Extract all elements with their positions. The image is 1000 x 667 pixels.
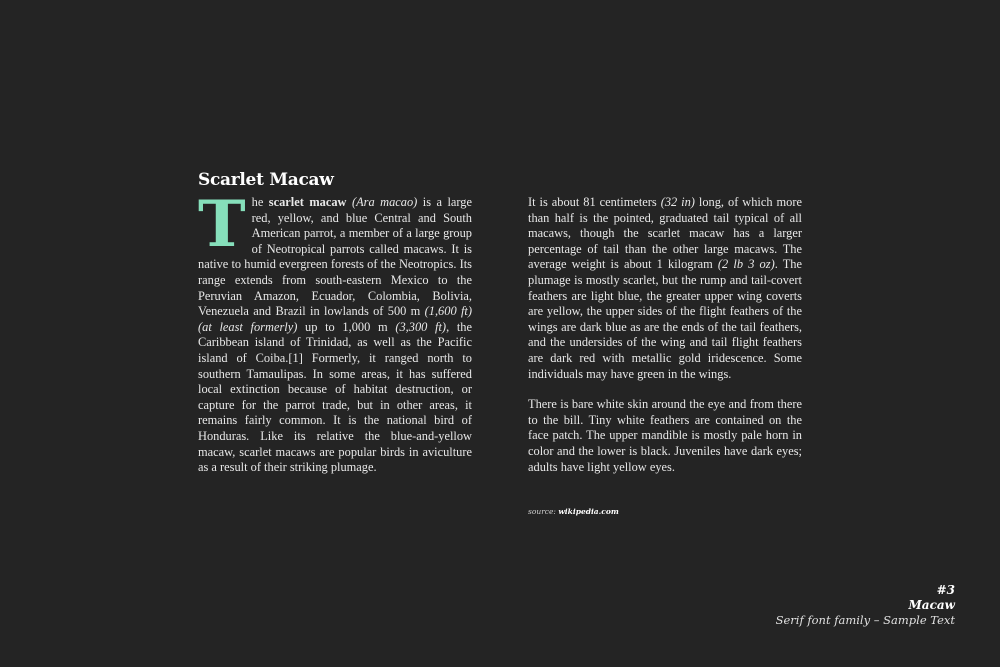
text: . The plumage is mostly scarlet, but the rump and tail-covert feathers are light blue, the greater upper wing coverts are yellow, the upper sides of the flight feathers of the wings are dark blue as are the ends of the tail feathers, and the undersides of the wing and tail flight feathers are dark red with metallic gold iridescence. Some individuals may have green in the wings. bbox=[528, 257, 802, 381]
footer-caption bbox=[776, 583, 955, 628]
bold-term: scarlet macaw bbox=[268, 195, 347, 209]
drop-cap: T bbox=[198, 187, 246, 262]
text: up to 1,000 m bbox=[297, 319, 396, 334]
sample-name: Macaw bbox=[908, 598, 955, 612]
text: , the Caribbean island of Trinidad, as well as the Pacific island of Coiba.[1] Formerly, it ranged north to southern Tamaulipas. In some areas, it has suffered local extinction because of habitat destruction, or capture for the parrot trade, but in other areas, it remains fairly common. It is the national bird of Honduras. Like its relative the blue-and-yellow macaw, scarlet macaws are popular birds in aviculture as a result of their striking plumage. bbox=[198, 319, 472, 475]
sample-subtitle: Serif font family – Sample Text bbox=[775, 613, 955, 627]
italic-text: (Ara macao) bbox=[351, 195, 418, 209]
article-title: Scarlet Macaw bbox=[198, 170, 334, 190]
paragraph-size bbox=[528, 195, 802, 382]
text: is a large red, yellow, and blue Central and South American parrot, a member of a large group of Neotropical parrots called macaws. It is native to humid evergreen forests of the Neotropics. Its range extends from south-eastern Mexico to the Peruvian Amazon, Ecuador, Colombia, Bolivia, Venezuela and Brazil in lowlands of 500 m bbox=[198, 195, 472, 319]
italic-text: (1,600 ft) (at least formerly) bbox=[198, 304, 472, 334]
column-left bbox=[198, 187, 472, 476]
source-line bbox=[528, 507, 619, 516]
italic-text: (3,300 ft) bbox=[395, 319, 447, 334]
source-label: source: bbox=[528, 507, 559, 516]
italic-text: (32 in) bbox=[660, 195, 695, 209]
source-link[interactable]: wikipedia.com bbox=[558, 507, 619, 516]
paragraph-gap bbox=[528, 382, 802, 397]
paragraph-intro bbox=[198, 187, 472, 476]
paragraph-skin: There is bare white skin around the eye and from there to the bill. Tiny white feathers are contained on the face patch. The upper mandible is mostly pale horn in color and the lower is black. Juveniles have dark eyes; adults have light yellow eyes. bbox=[528, 397, 802, 474]
text: he bbox=[251, 195, 269, 209]
text: long, of which more than half is the pointed, graduated tail typical of all macaws, though the scarlet macaw has a larger percentage of tail than the other large macaws. The average weight is about 1 kilogram bbox=[528, 195, 802, 272]
column-right bbox=[528, 195, 802, 475]
text: It is about 81 centimeters bbox=[528, 195, 661, 209]
italic-text: (2 lb 3 oz) bbox=[717, 257, 775, 272]
page-number: #3 bbox=[936, 583, 955, 597]
